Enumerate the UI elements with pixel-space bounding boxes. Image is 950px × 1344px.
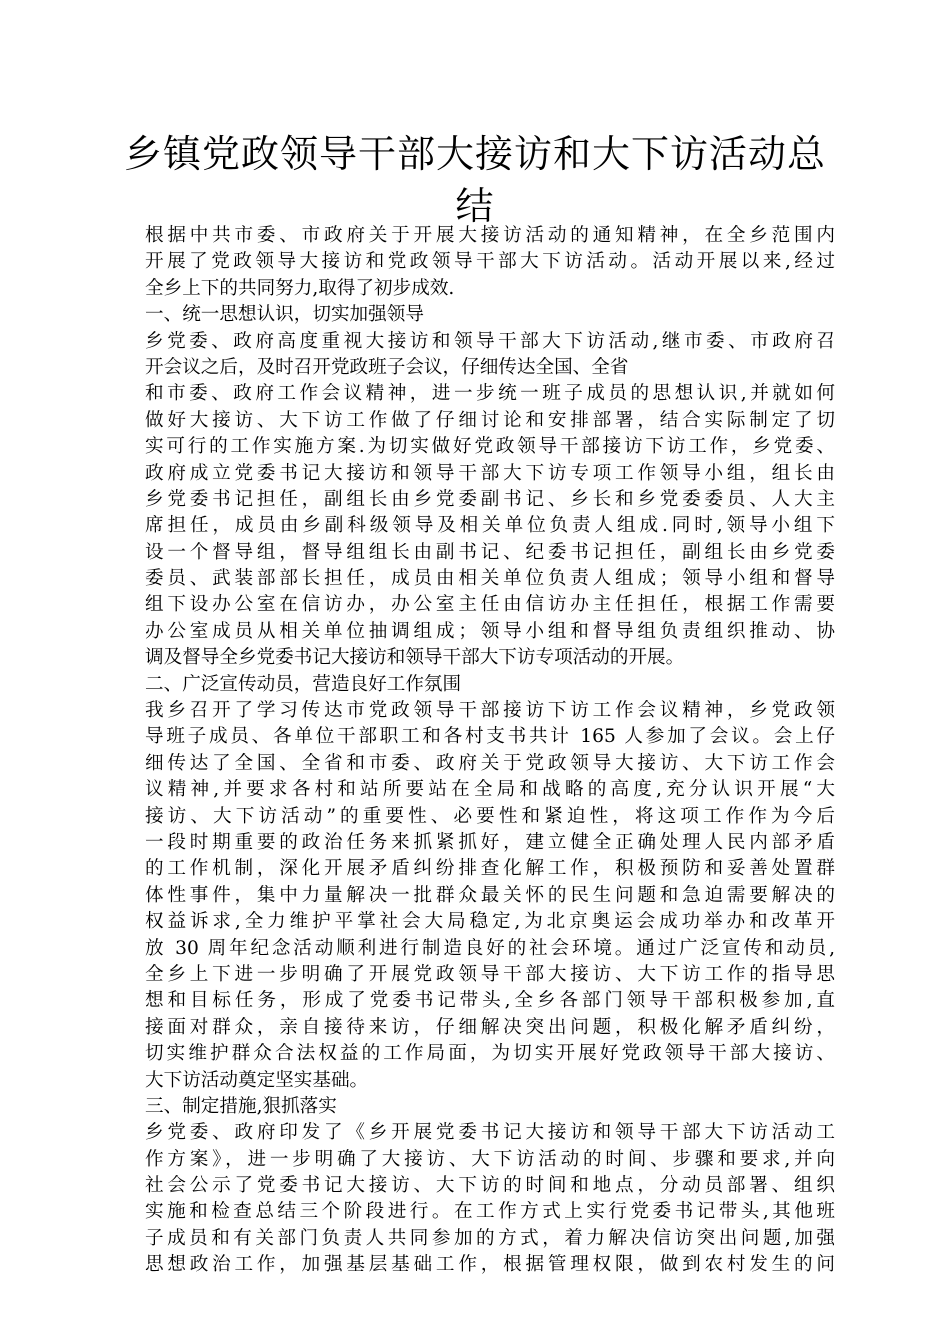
body-text-line: 席担任，成员由乡副科级领导及相关单位负责人组成.同时,领导小组下 <box>145 515 835 537</box>
body-text-line: 实施和检查总结三个阶段进行。在工作方式上实行党委书记带头,其他班 <box>145 1201 835 1223</box>
body-text-line: 切实维护群众合法权益的工作局面，为切实开展好党政领导干部大接访、 <box>145 1043 835 1065</box>
body-text-line: 放 30 周年纪念活动顺利进行制造良好的社会环境。通过广泛宣传和动员, <box>145 937 835 959</box>
body-text-line: 三、制定措施,狠抓落实 <box>145 1095 337 1117</box>
body-text-line: 体性事件，集中力量解决一批群众最关怀的民生问题和急迫需要解决的 <box>145 884 835 906</box>
body-text-line: 思想政治工作，加强基层基础工作，根据管理权限，做到农村发生的问 <box>145 1254 835 1276</box>
body-text-line: 设一个督导组，督导组组长由副书记、纪委书记担任，副组长由乡党委 <box>145 541 835 563</box>
body-text-line: 子成员和有关部门负责人共同参加的方式，着力解决信访突出问题,加强 <box>145 1227 835 1249</box>
body-text-line: 一、统一思想认识，切实加强领导 <box>145 304 424 326</box>
document-title <box>120 128 830 232</box>
body-text-line: 二、广泛宣传动员，营造良好工作氛围 <box>145 673 462 695</box>
body-text-line: 实可行的工作实施方案.为切实做好党政领导干部接访下访工作，乡党委、 <box>145 436 835 458</box>
body-text-line: 根据中共市委、市政府关于开展大接访活动的通知精神，在全乡范围内 <box>145 225 835 246</box>
body-text-line: 议精神,并要求各村和站所要站在全局和战略的高度,充分认识开展“大 <box>145 779 835 801</box>
body-text-line: 作方案》，进一步明确了大接访、大下访活动的时间、步骤和要求,并向 <box>145 1148 835 1170</box>
body-text-line: 导班子成员、各单位干部职工和各村支书共计 165 人参加了会议。会上仔 <box>145 726 835 748</box>
body-text-line: 细传达了全国、全省和市委、政府关于党政领导大接访、大下访工作会 <box>145 752 835 774</box>
body-text-line: 社会公示了党委书记大接访、大下访的时间和地点，分动员部署、组织 <box>145 1175 835 1197</box>
body-text-line: 开会议之后，及时召开党政班子会议，仔细传达全国、全省 <box>145 356 629 378</box>
body-text-line: 乡党委、政府印发了《乡开展党委书记大接访和领导干部大下访活动工 <box>145 1122 835 1144</box>
body-text-line: 做好大接访、大下访工作做了仔细讨论和安排部署，结合实际制定了切 <box>145 409 835 431</box>
title-line: 结 <box>455 184 495 228</box>
body-text-line: 乡党委书记担任，副组长由乡党委副书记、乡长和乡党委委员、人大主 <box>145 488 835 510</box>
body-text-line: 想和目标任务，形成了党委书记带头,全乡各部门领导干部积极参加,直 <box>145 990 835 1012</box>
body-text-line: 委员、武装部部长担任，成员由相关单位负责人组成；领导小组和督导 <box>145 568 835 590</box>
body-text-line: 开展了党政领导大接访和党政领导干部大下访活动。活动开展以来,经过 <box>145 251 835 273</box>
body-text-line: 的工作机制，深化开展矛盾纠纷排查化解工作，积极预防和妥善处置群 <box>145 858 835 880</box>
body-text-line: 接面对群众，亲自接待来访，仔细解决突出问题，积极化解矛盾纠纷， <box>145 1016 835 1038</box>
document-body <box>145 223 835 1279</box>
body-text-line: 和市委、政府工作会议精神，进一步统一班子成员的思想认识,并就如何 <box>145 383 835 405</box>
body-text-line: 全乡上下的共同努力,取得了初步成效. <box>145 277 455 299</box>
body-text-line: 大下访活动奠定坚实基础。 <box>145 1069 369 1091</box>
body-text-line: 权益诉求,全力维护平掌社会大局稳定,为北京奥运会成功举办和改革开 <box>145 911 835 933</box>
body-text-line: 组下设办公室在信访办，办公室主任由信访办主任担任，根据工作需要 <box>145 594 835 616</box>
body-text-line: 一段时期重要的政治任务来抓紧抓好，建立健全正确处理人民内部矛盾 <box>145 831 835 853</box>
body-text-line: 政府成立党委书记大接访和领导干部大下访专项工作领导小组，组长由 <box>145 462 835 484</box>
body-text-line: 我乡召开了学习传达市党政领导干部接访下访工作会议精神，乡党政领 <box>145 700 835 722</box>
body-text-line: 全乡上下进一步明确了开展党政领导干部大接访、大下访工作的指导思 <box>145 963 835 985</box>
body-text-line: 乡党委、政府高度重视大接访和领导干部大下访活动,继市委、市政府召 <box>145 330 835 352</box>
body-text-line: 办公室成员从相关单位抽调组成；领导小组和督导组负责组织推动、协 <box>145 620 835 642</box>
title-line: 乡镇党政领导干部大接访和大下访活动总 <box>123 132 826 176</box>
body-text-line: 接访、大下访活动”的重要性、必要性和紧迫性，将这项工作作为今后 <box>145 805 835 827</box>
body-text-line: 调及督导全乡党委书记大接访和领导干部大下访专项活动的开展。 <box>145 647 685 669</box>
